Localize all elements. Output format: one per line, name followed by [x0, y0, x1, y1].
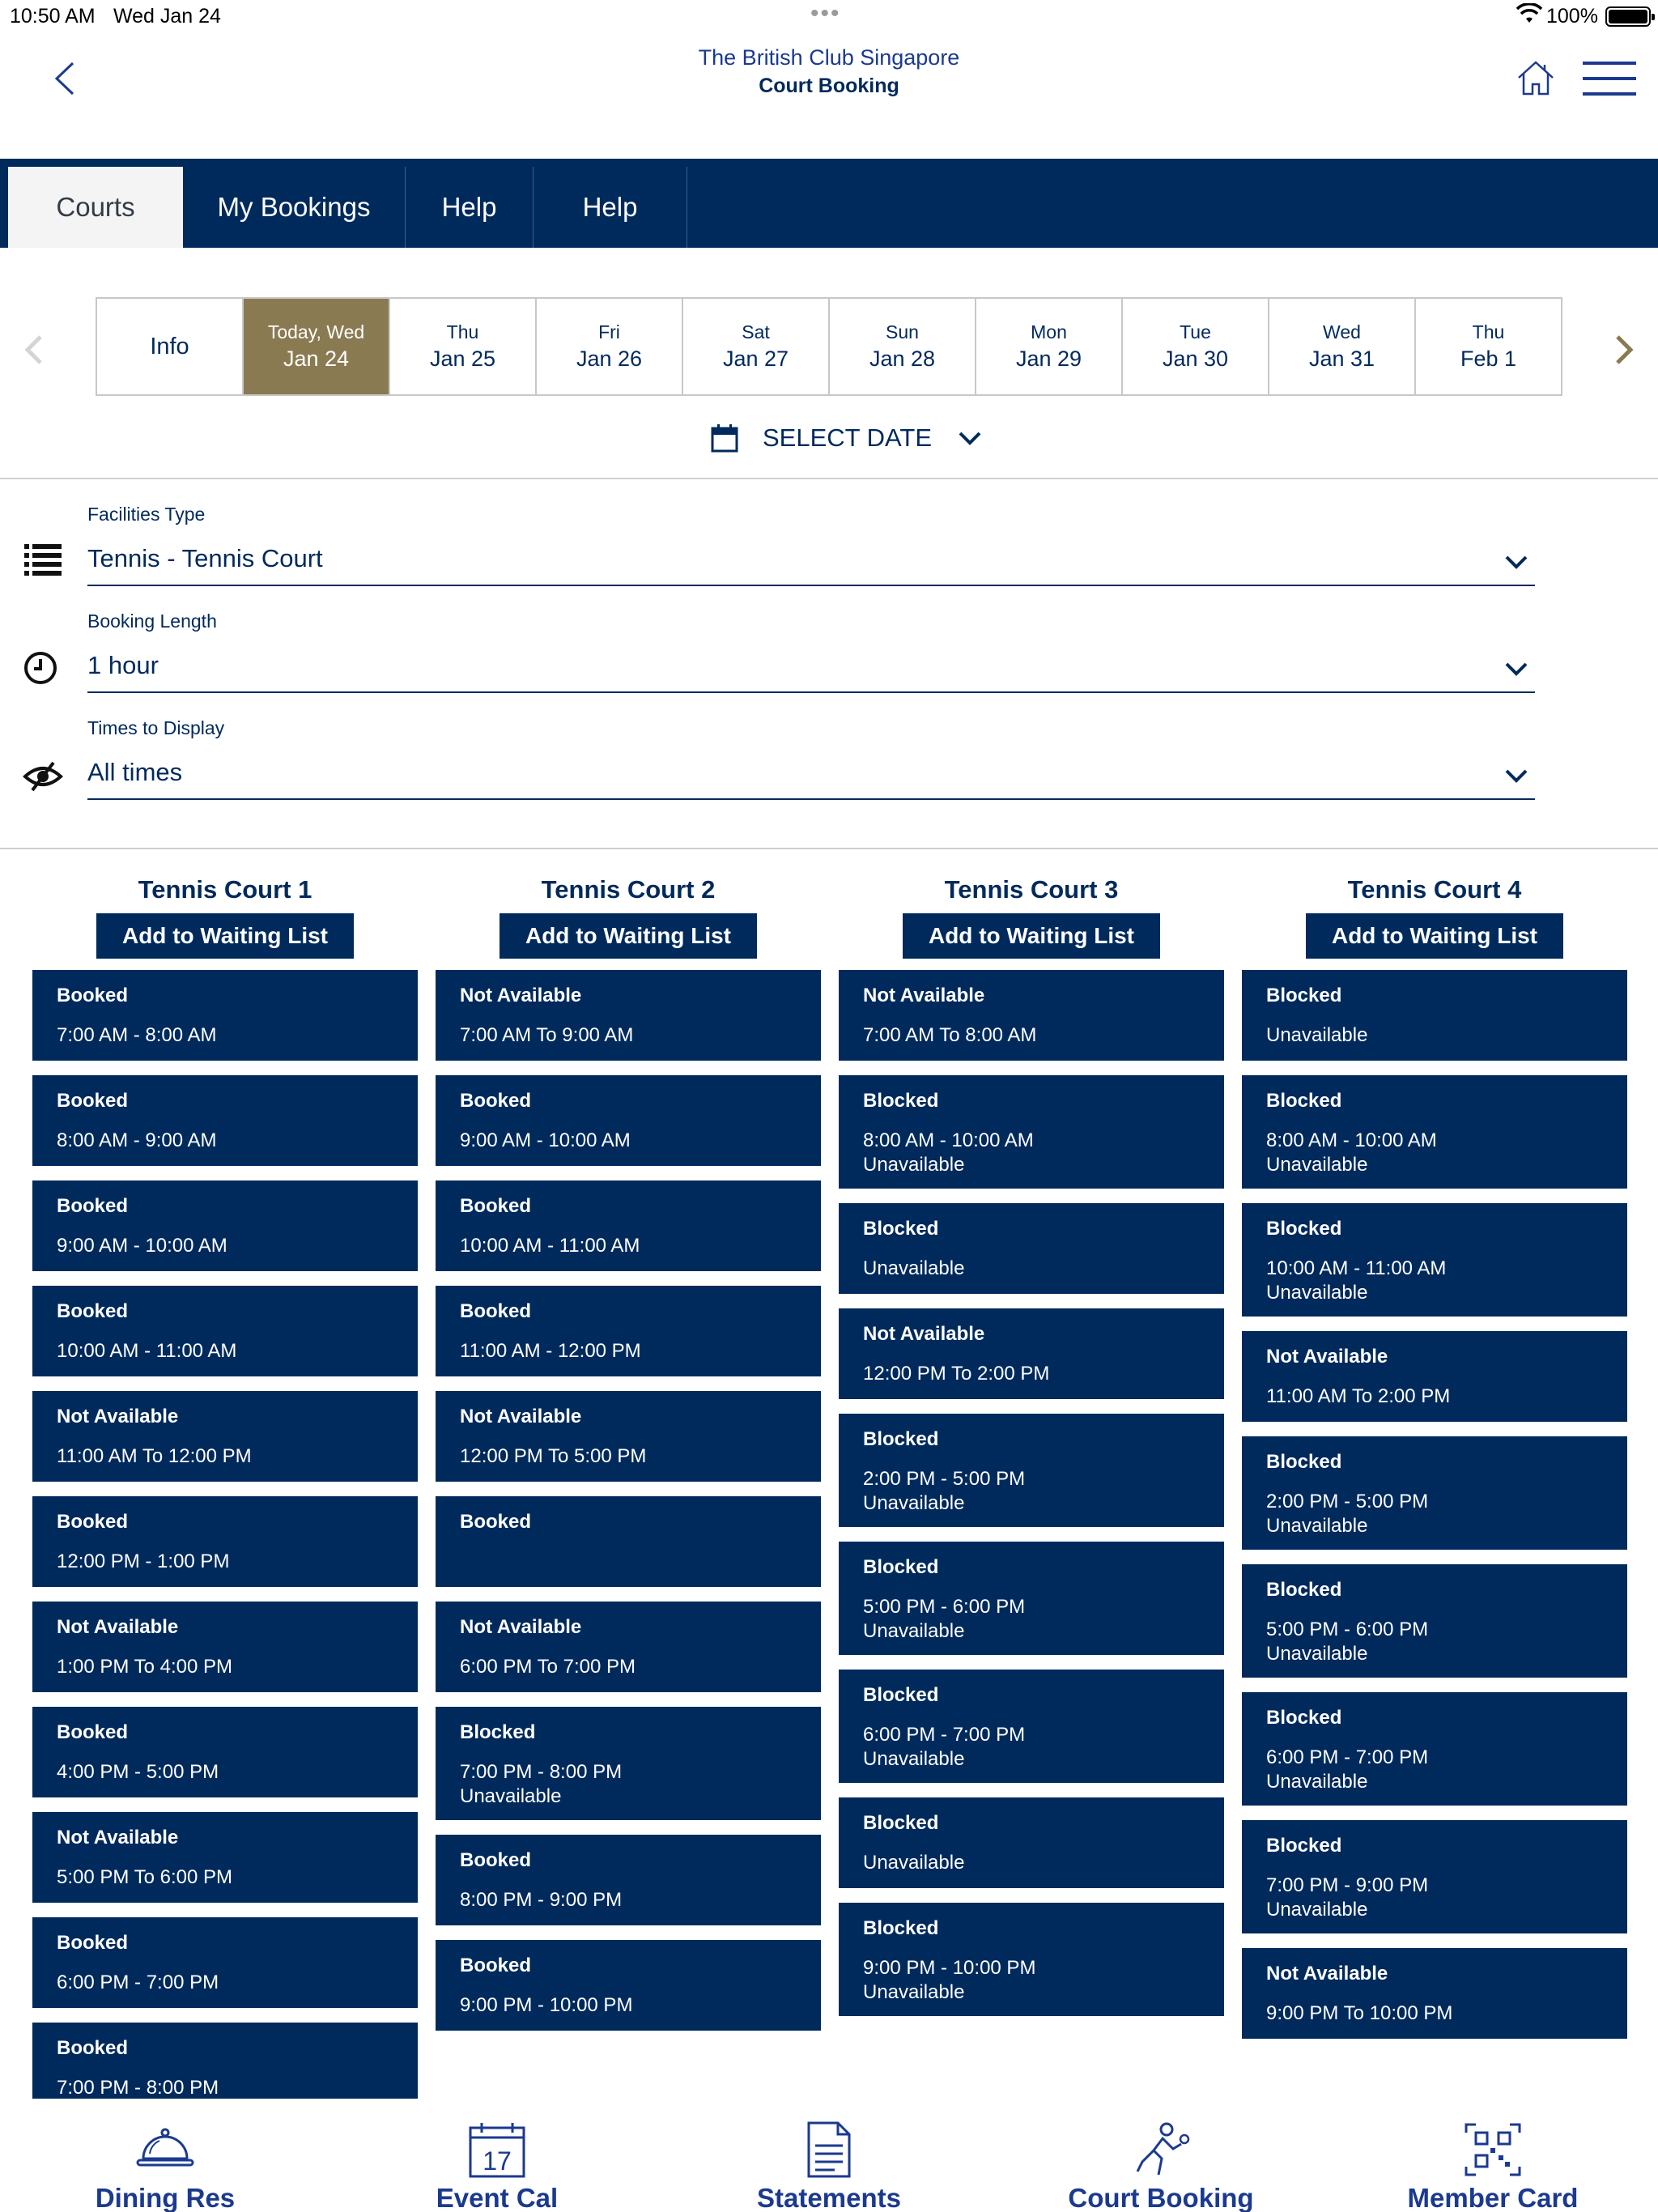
court-slot[interactable] — [32, 1812, 418, 1903]
add-to-waiting-list-button[interactable]: Add to Waiting List — [96, 913, 354, 959]
slot-time: 7:00 PM - 9:00 PM — [1266, 1874, 1429, 1896]
slot-note: Unavailable — [1266, 1771, 1368, 1793]
nav-label: Statements — [757, 2183, 901, 2212]
date-cell-today[interactable] — [244, 299, 390, 394]
slot-note: Unavailable — [863, 1492, 965, 1514]
slot-note: Unavailable — [1266, 1643, 1368, 1665]
slot-status: Not Available — [460, 985, 582, 1006]
slot-status: Blocked — [1266, 1090, 1342, 1112]
nav-label: Member Card — [1407, 2183, 1579, 2212]
slot-note: Unavailable — [1266, 1515, 1368, 1537]
clock-icon — [23, 649, 63, 687]
slot-time: 9:00 AM - 10:00 AM — [460, 1129, 631, 1151]
status-date: Wed Jan 24 — [113, 5, 221, 28]
status-bar — [0, 0, 1658, 32]
slot-time: 12:00 PM - 1:00 PM — [57, 1551, 230, 1572]
slot-time: 7:00 AM To 8:00 AM — [863, 1024, 1037, 1046]
facility-type-value: Tennis - Tennis Court — [87, 544, 323, 572]
select-date-label: SELECT DATE — [763, 423, 933, 452]
slot-time: 9:00 AM - 10:00 AM — [57, 1235, 227, 1257]
date-cell[interactable] — [390, 299, 537, 394]
multitasking-dots[interactable]: ••• — [810, 0, 841, 27]
court-slot[interactable] — [1242, 1331, 1627, 1422]
court-slot[interactable] — [839, 1670, 1224, 1783]
date-cell[interactable] — [537, 299, 683, 394]
booking-length-label: Booking Length — [87, 610, 217, 632]
date-day: Jan 24 — [283, 347, 350, 371]
slot-list — [32, 970, 418, 2113]
slot-time: 5:00 PM To 6:00 PM — [57, 1866, 233, 1888]
tab-my-bookings[interactable]: My Bookings — [183, 167, 406, 248]
date-dow: Thu — [446, 321, 479, 342]
date-cell[interactable] — [1123, 299, 1269, 394]
tab-bar — [0, 159, 1658, 248]
slot-status: Booked — [57, 1721, 129, 1743]
court-column-2 — [436, 870, 821, 2045]
slot-time: 5:00 PM - 6:00 PM — [1266, 1619, 1429, 1640]
slot-status: Not Available — [57, 1827, 179, 1848]
date-day: Jan 31 — [1308, 347, 1375, 371]
court-column-4 — [1242, 870, 1627, 2053]
court-slot[interactable] — [839, 1308, 1224, 1399]
slot-time: 8:00 AM - 10:00 AM — [863, 1129, 1034, 1151]
slot-time: 11:00 AM - 12:00 PM — [460, 1340, 641, 1362]
slot-time: 7:00 AM - 8:00 AM — [57, 1024, 217, 1046]
date-day: Jan 26 — [576, 347, 643, 371]
slot-status: Booked — [57, 1090, 129, 1112]
court-slot[interactable] — [1242, 1436, 1627, 1550]
eye-slash-icon — [23, 758, 63, 795]
slot-status: Not Available — [863, 985, 985, 1006]
home-icon[interactable] — [1516, 58, 1556, 99]
slot-time: 9:00 PM - 10:00 PM — [460, 1994, 633, 2016]
times-display-select[interactable] — [87, 758, 1535, 800]
slot-status: Blocked — [863, 1812, 939, 1834]
slot-time: 10:00 AM - 11:00 AM — [460, 1235, 640, 1257]
date-dow: Mon — [1031, 321, 1067, 342]
calendar-icon — [711, 423, 738, 453]
slot-status: Blocked — [863, 1684, 939, 1706]
calendar-icon — [467, 2121, 527, 2178]
slot-note: Unavailable — [863, 1981, 965, 2003]
date-dow: Wed — [1323, 321, 1361, 342]
status-time: 10:50 AM — [10, 5, 96, 28]
slot-status: Not Available — [1266, 1963, 1388, 1984]
slot-time: 2:00 PM - 5:00 PM — [863, 1468, 1026, 1490]
court-slot[interactable] — [839, 1903, 1224, 2016]
tab-help-2[interactable]: Help — [534, 167, 687, 248]
slot-status: Blocked — [1266, 1218, 1342, 1240]
date-dow: Sat — [742, 321, 770, 342]
slot-time: 8:00 AM - 9:00 AM — [57, 1129, 217, 1151]
facility-type-select[interactable] — [87, 544, 1535, 586]
slot-note: Unavailable — [460, 1785, 562, 1807]
slot-status: Blocked — [863, 1917, 939, 1939]
slot-time: 6:00 PM To 7:00 PM — [460, 1656, 636, 1678]
qr-code-icon — [1463, 2121, 1523, 2178]
slot-time: 9:00 PM - 10:00 PM — [863, 1957, 1036, 1979]
slot-status: Blocked — [863, 1556, 939, 1578]
slot-time: 2:00 PM - 5:00 PM — [1266, 1491, 1429, 1512]
court-slot[interactable] — [32, 1707, 418, 1797]
nav-event-cal[interactable] — [376, 2099, 619, 2212]
booking-length-select[interactable] — [87, 651, 1535, 693]
slot-note: Unavailable — [1266, 1282, 1368, 1304]
court-slot[interactable] — [436, 1940, 821, 2031]
slot-list — [839, 970, 1224, 2016]
cloche-icon — [135, 2121, 195, 2178]
date-dow: Today, Wed — [267, 321, 365, 342]
calendar-number: 17 — [483, 2146, 512, 2176]
court-slot[interactable] — [32, 1075, 418, 1166]
court-slot[interactable] — [436, 1496, 821, 1587]
slot-time: 11:00 AM To 12:00 PM — [57, 1445, 252, 1467]
document-icon — [799, 2121, 859, 2178]
date-next-chevron-icon[interactable] — [1613, 332, 1637, 368]
slot-status: Booked — [460, 1849, 532, 1871]
list-icon — [23, 541, 63, 578]
divider — [0, 848, 1658, 849]
court-column-3 — [839, 870, 1224, 2031]
slot-status: Blocked — [863, 1428, 939, 1450]
date-dow: Fri — [598, 321, 620, 342]
slot-status: Not Available — [460, 1406, 582, 1427]
slot-time: 7:00 PM - 8:00 PM — [460, 1761, 623, 1783]
court-slot[interactable] — [32, 970, 418, 1061]
court-slot[interactable] — [1242, 970, 1627, 1061]
slot-status: Booked — [57, 1195, 129, 1217]
court-slot[interactable] — [436, 1180, 821, 1271]
court-column-1 — [32, 870, 418, 2128]
court-slot[interactable] — [32, 1180, 418, 1271]
date-day: Jan 27 — [722, 347, 789, 371]
date-cell[interactable] — [976, 299, 1123, 394]
slot-time: 6:00 PM - 7:00 PM — [1266, 1746, 1429, 1768]
date-day: Feb 1 — [1460, 347, 1517, 371]
court-title: Tennis Court 1 — [138, 875, 312, 904]
date-day: Jan 30 — [1162, 347, 1229, 371]
slot-note: Unavailable — [863, 1852, 965, 1874]
court-slot[interactable] — [1242, 1203, 1627, 1317]
battery-icon — [1605, 6, 1651, 27]
slot-status: Blocked — [1266, 1579, 1342, 1601]
slot-status: Blocked — [863, 1090, 939, 1112]
slot-status: Booked — [57, 2037, 129, 2059]
tennis-player-icon — [1131, 2121, 1191, 2178]
court-slot[interactable] — [839, 1797, 1224, 1888]
slot-time: 10:00 AM - 11:00 AM — [57, 1340, 237, 1362]
slot-note: Unavailable — [863, 1154, 965, 1176]
court-slot[interactable] — [839, 1075, 1224, 1189]
slot-time: 9:00 PM To 10:00 PM — [1266, 2002, 1453, 2024]
date-day: Jan 25 — [429, 347, 496, 371]
tab-courts[interactable]: Courts — [8, 167, 183, 248]
nav-dining-res[interactable] — [44, 2099, 287, 2212]
date-info-cell[interactable]: Info — [97, 299, 244, 394]
date-cell[interactable] — [1416, 299, 1561, 394]
chevron-down-icon — [1504, 768, 1528, 784]
date-dow: Sun — [886, 321, 919, 342]
court-title: Tennis Court 4 — [1347, 875, 1522, 904]
slot-time: 11:00 AM To 2:00 PM — [1266, 1385, 1451, 1407]
chevron-down-icon — [1504, 661, 1528, 677]
court-slot[interactable] — [436, 1602, 821, 1692]
slot-status: Booked — [460, 1300, 532, 1322]
times-display-label: Times to Display — [87, 717, 225, 738]
court-slot[interactable] — [1242, 1948, 1627, 2039]
slot-time: 5:00 PM - 6:00 PM — [863, 1596, 1026, 1618]
court-slot[interactable] — [436, 1075, 821, 1166]
court-slot[interactable] — [1242, 1564, 1627, 1678]
date-cell[interactable] — [683, 299, 830, 394]
date-cell[interactable] — [830, 299, 976, 394]
add-to-waiting-list-button[interactable]: Add to Waiting List — [903, 913, 1160, 959]
slot-time: 8:00 AM - 10:00 AM — [1266, 1129, 1437, 1151]
court-slot[interactable] — [436, 1391, 821, 1482]
court-slot[interactable] — [436, 1707, 821, 1820]
slot-time: 4:00 PM - 5:00 PM — [57, 1761, 219, 1783]
slot-status: Not Available — [863, 1323, 985, 1345]
court-slot[interactable] — [436, 1286, 821, 1376]
slot-status: Not Available — [1266, 1346, 1388, 1368]
tab-help[interactable]: Help — [406, 167, 534, 248]
hamburger-menu-icon[interactable] — [1583, 60, 1636, 97]
slot-status: Blocked — [460, 1721, 536, 1743]
date-cell[interactable] — [1269, 299, 1416, 394]
slot-time: 6:00 PM - 7:00 PM — [57, 1972, 219, 1993]
slot-time: 1:00 PM To 4:00 PM — [57, 1656, 233, 1678]
slot-note: Unavailable — [1266, 1899, 1368, 1921]
court-title: Tennis Court 3 — [944, 875, 1119, 904]
slot-time: 10:00 AM - 11:00 AM — [1266, 1257, 1447, 1279]
nav-label: Court Booking — [1068, 2183, 1254, 2212]
slot-status: Blocked — [1266, 1835, 1342, 1857]
times-display-value: All times — [87, 758, 183, 786]
court-slot[interactable] — [436, 970, 821, 1061]
date-day: Jan 28 — [869, 347, 936, 371]
date-prev-chevron-icon[interactable] — [21, 332, 45, 368]
chevron-down-icon — [958, 430, 982, 446]
slot-status: Booked — [57, 985, 129, 1006]
court-slot[interactable] — [1242, 1075, 1627, 1189]
slot-status: Booked — [57, 1932, 129, 1954]
slot-time: 7:00 PM - 8:00 PM — [57, 2077, 219, 2099]
battery-percent: 100% — [1546, 5, 1598, 28]
slot-note: Unavailable — [1266, 1154, 1368, 1176]
slot-note: Unavailable — [1266, 1024, 1368, 1046]
slot-status: Booked — [57, 1300, 129, 1322]
slot-status: Booked — [460, 1955, 532, 1976]
court-slot[interactable] — [839, 1203, 1224, 1294]
nav-statements[interactable] — [708, 2099, 950, 2212]
slot-list — [436, 970, 821, 2031]
add-to-waiting-list-button[interactable]: Add to Waiting List — [1306, 913, 1563, 959]
bottom-nav — [0, 2099, 1658, 2212]
page-title: Court Booking — [759, 74, 899, 97]
court-slot[interactable] — [1242, 1692, 1627, 1806]
date-strip — [96, 297, 1562, 396]
court-slot[interactable] — [839, 1542, 1224, 1655]
court-slot[interactable] — [32, 1496, 418, 1587]
slot-time: 12:00 PM To 2:00 PM — [863, 1363, 1050, 1385]
wifi-icon — [1516, 3, 1543, 24]
slot-status: Booked — [460, 1511, 532, 1533]
nav-member-card[interactable] — [1371, 2099, 1614, 2212]
slot-status: Not Available — [57, 1406, 179, 1427]
slot-note: Unavailable — [863, 1257, 965, 1279]
slot-time: 12:00 PM To 5:00 PM — [460, 1445, 647, 1467]
slot-status: Blocked — [1266, 1451, 1342, 1473]
slot-time: 6:00 PM - 7:00 PM — [863, 1724, 1026, 1746]
slot-status: Booked — [460, 1090, 532, 1112]
club-title: The British Club Singapore — [698, 45, 960, 70]
booking-length-value: 1 hour — [87, 651, 159, 679]
nav-court-booking[interactable] — [1039, 2099, 1282, 2212]
court-slot[interactable] — [839, 970, 1224, 1061]
court-slot[interactable] — [32, 1286, 418, 1376]
slot-status: Booked — [460, 1195, 532, 1217]
slot-note: Unavailable — [863, 1748, 965, 1770]
court-title: Tennis Court 2 — [541, 875, 716, 904]
slot-status: Not Available — [460, 1616, 582, 1638]
date-day: Jan 29 — [1015, 347, 1082, 371]
slot-status: Blocked — [863, 1218, 939, 1240]
slot-time: 7:00 AM To 9:00 AM — [460, 1024, 634, 1046]
court-slot[interactable] — [839, 1414, 1224, 1527]
add-to-waiting-list-button[interactable]: Add to Waiting List — [500, 913, 757, 959]
nav-label: Event Cal — [436, 2183, 559, 2212]
select-date-button[interactable] — [711, 418, 982, 458]
slot-status: Not Available — [57, 1616, 179, 1638]
slot-note: Unavailable — [863, 1620, 965, 1642]
court-slot[interactable] — [1242, 1820, 1627, 1933]
court-slot[interactable] — [32, 1917, 418, 2008]
date-dow: Tue — [1180, 321, 1211, 342]
slot-status: Blocked — [1266, 985, 1342, 1006]
court-slot[interactable] — [436, 1835, 821, 1925]
court-slot[interactable] — [32, 1602, 418, 1692]
slot-list — [1242, 970, 1627, 2039]
slot-status: Booked — [57, 1511, 129, 1533]
slot-time: 8:00 PM - 9:00 PM — [460, 1889, 623, 1911]
chevron-down-icon — [1504, 554, 1528, 570]
facility-type-label: Facilities Type — [87, 504, 206, 525]
divider — [0, 478, 1658, 479]
date-dow: Thu — [1472, 321, 1505, 342]
court-slot[interactable] — [32, 1391, 418, 1482]
nav-label: Dining Res — [95, 2183, 236, 2212]
slot-status: Blocked — [1266, 1707, 1342, 1729]
